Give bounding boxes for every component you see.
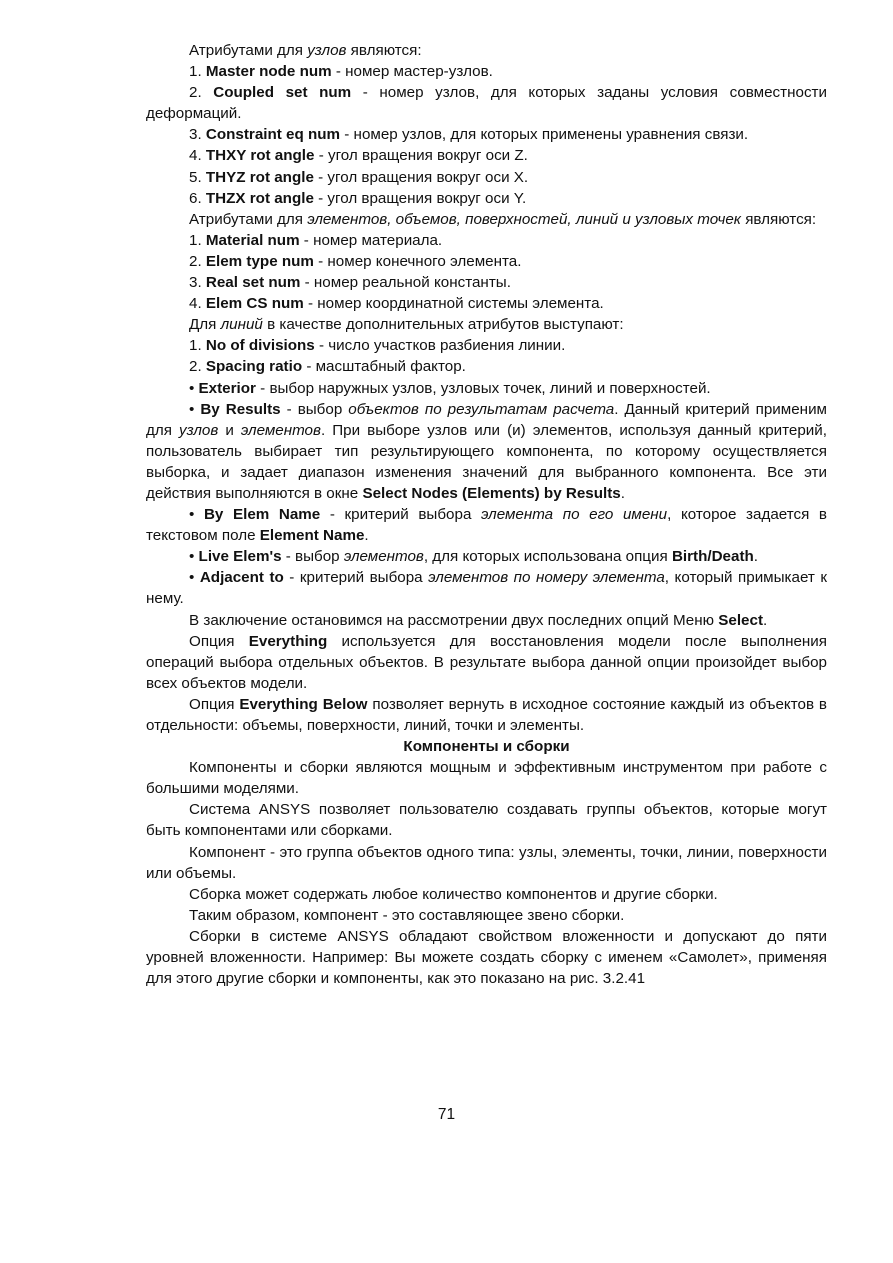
list-item: 5. THYZ rot angle - угол вращения вокруг оси X. <box>189 168 529 186</box>
list-item: 2. Elem type num - номер конечного элемента. <box>189 252 522 270</box>
list-item: 4. THXY rot angle - угол вращения вокруг оси Z. <box>189 147 528 165</box>
list-item: 4. Elem CS num - номер координатной системы элемента. <box>189 295 604 313</box>
list-item: 1. Master node num - номер мастер-узлов. <box>189 63 493 81</box>
list-item: 3. Real set num - номер реальной константы. <box>189 274 511 292</box>
list-item: 2. Spacing ratio - масштабный фактор. <box>189 358 466 376</box>
page-number: 71 <box>437 1106 456 1123</box>
nodes-attributes-intro: Атрибутами для узлов являются: <box>189 42 422 59</box>
list-item: 2. Coupled set num - номер узлов, для которых заданы условия совместности деформаций. <box>146 84 827 123</box>
conclusion-paragraph: В заключение остановимся на рассмотрении двух последних опций Меню Select. <box>189 611 768 629</box>
section-heading: Компоненты и сборки <box>403 738 570 756</box>
list-item: 6. THZX rot angle - угол вращения вокруг оси Y. <box>189 189 527 207</box>
everything-paragraph: Опция Everything используется для восстановления модели после выполнения операций выбора отдельных объектов. В результате выбора данной опции произойдет выбор всех объектов модели. <box>146 632 828 692</box>
lines-attributes-intro: Для линий в качестве дополнительных атрибутов выступают: <box>189 316 624 334</box>
paragraph: Система ANSYS позволяет пользователю создавать группы объектов, которые могут быть компонентами или сборками. <box>146 801 827 840</box>
list-item: 3. Constraint eq num - номер узлов, для которых применены уравнения связи. <box>189 126 749 144</box>
everything-below-paragraph: Опция Everything Below позволяет вернуть в исходное состояние каждый из объектов в отдельности: объемы, поверхности, линий, точки и элементы. <box>146 695 827 734</box>
bullet-exterior: • Exterior - выбор наружных узлов, узловых точек, линий и поверхностей. <box>189 379 711 397</box>
list-item: 1. No of divisions - число участков разбиения линии. <box>189 337 566 355</box>
list-item: 1. Material num - номер материала. <box>189 231 443 249</box>
paragraph: Таким образом, компонент - это составляющее звено сборки. <box>189 906 625 924</box>
bullet-live-elems: • Live Elem's - выбор элементов, для которых использована опция Birth/Death. <box>189 548 759 566</box>
paragraph: Компонент - это группа объектов одного типа: узлы, элементы, точки, линии, поверхности или объемы. <box>146 843 827 882</box>
paragraph: Сборки в системе ANSYS обладают свойством вложенности и допускают до пяти уровней вложенности. Например: Вы можете создать сборку с именем «Самолет», применяя для этого другие сборки и компоненты, как это показано на рис. 3.2.41 <box>146 927 827 988</box>
bullet-by-elem-name: • By Elem Name - критерий выбора элемента по его имени, которое задается в текстовом поле Element Name. <box>146 506 827 545</box>
paragraph: Компоненты и сборки являются мощным и эффективным инструментом при работе с большими моделями. <box>146 759 827 798</box>
paragraph: Сборка может содержать любое количество компонентов и другие сборки. <box>189 885 718 903</box>
bullet-by-results: • By Results - выбор объектов по результатам расчета. Данный критерий применим для узлов и элементов. При выборе узлов или (и) элементов, используя данный критерий, пользователь выбирает тип результирующего компонента, по которому осуществляется выборка, и задает диапазон изменения значений для выбранного компонента. Все эти действия выполняются в окне Select Nodes (Elements) by Results. <box>146 400 827 502</box>
bullet-adjacent-to: • Adjacent to - критерий выбора элементов по номеру элемента, который примыкает к нему. <box>146 569 828 608</box>
elements-attributes-intro: Атрибутами для элементов, объемов, поверхностей, линий и узловых точек являются: <box>189 210 817 228</box>
